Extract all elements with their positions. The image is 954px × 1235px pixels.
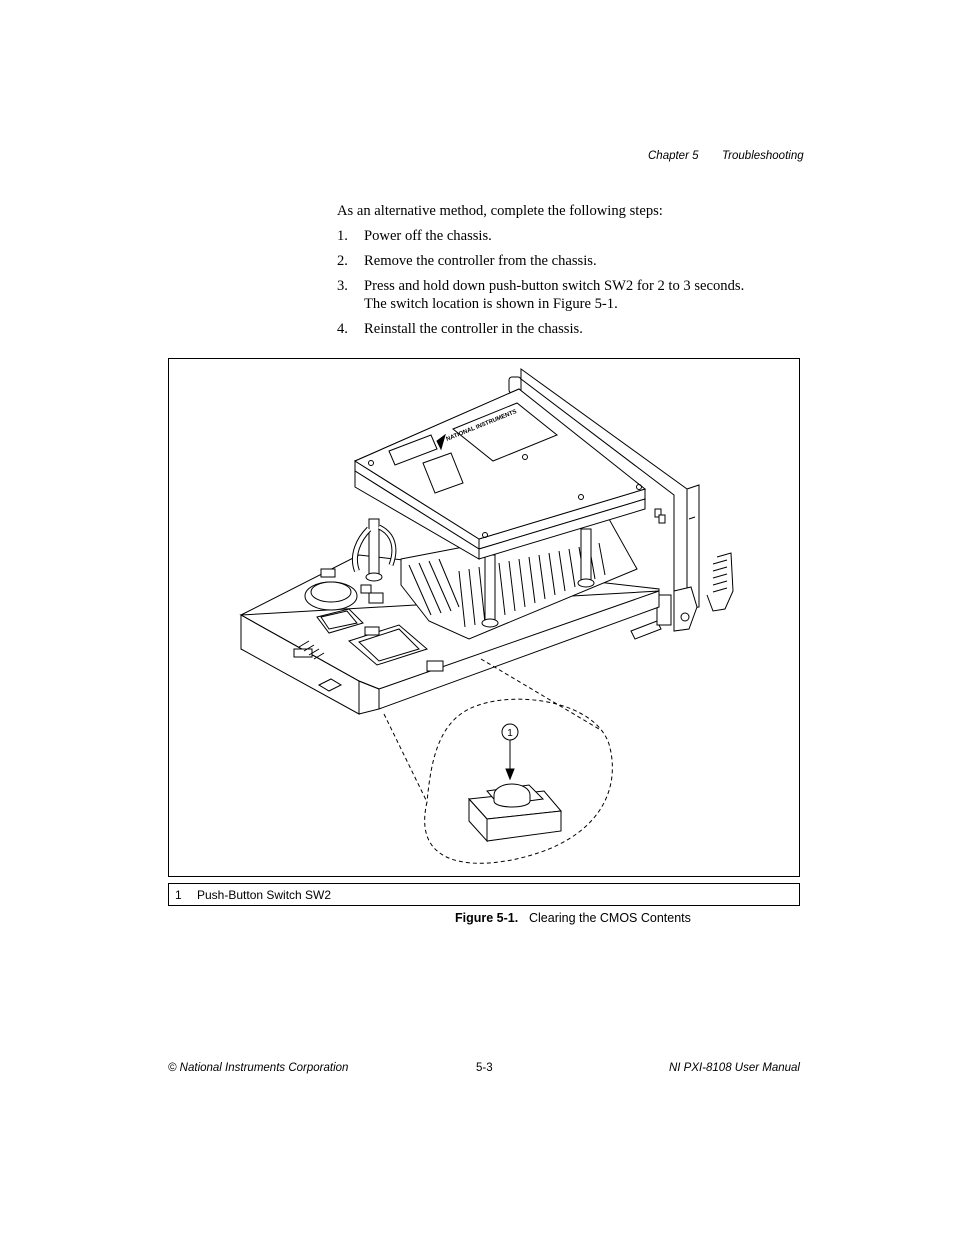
section-label: Troubleshooting	[722, 150, 804, 162]
step-number: 2.	[337, 253, 348, 269]
caption-text: Clearing the CMOS Contents	[529, 911, 691, 925]
step-number: 4.	[337, 321, 348, 337]
push-button-switch	[469, 784, 561, 841]
callout-1	[502, 724, 518, 779]
footer-manual-title: NI PXI-8108 User Manual	[668, 1062, 800, 1074]
steps-list	[337, 227, 807, 338]
intro-paragraph: As an alternative method, complete the following steps:	[337, 203, 663, 219]
step-text: Reinstall the controller in the chassis.	[364, 321, 583, 337]
step-number: 1.	[337, 228, 348, 244]
body-text	[337, 202, 807, 345]
running-header	[0, 150, 954, 166]
step-text: Remove the controller from the chassis.	[364, 253, 597, 269]
step-item	[337, 252, 807, 270]
page-number: 5-3	[476, 1062, 493, 1074]
caption-number: Figure 5-1.	[455, 911, 519, 925]
step-item	[337, 277, 807, 313]
running-footer	[0, 1062, 954, 1078]
step-text: Press and hold down push-button switch SW2 for 2 to 3 seconds.	[364, 278, 745, 294]
footer-corporation: © National Instruments Corporation	[168, 1062, 349, 1074]
legend-label: Push-Button Switch SW2	[197, 888, 332, 902]
figure-legend	[168, 883, 800, 906]
chapter-label: Chapter 5	[648, 150, 699, 162]
step-item	[337, 227, 807, 245]
step-text: Power off the chassis.	[364, 228, 492, 244]
step-number: 3.	[337, 278, 348, 294]
step-text-continued: The switch location is shown in Figure 5-1.	[364, 296, 618, 312]
controller-illustration	[169, 359, 799, 876]
figure-frame	[168, 358, 800, 877]
legend-number: 1	[175, 888, 182, 902]
svg-text:1: 1	[507, 728, 513, 739]
svg-text:NATIONAL INSTRUMENTS: NATIONAL INSTRUMENTS	[445, 409, 518, 443]
step-item	[337, 320, 807, 338]
